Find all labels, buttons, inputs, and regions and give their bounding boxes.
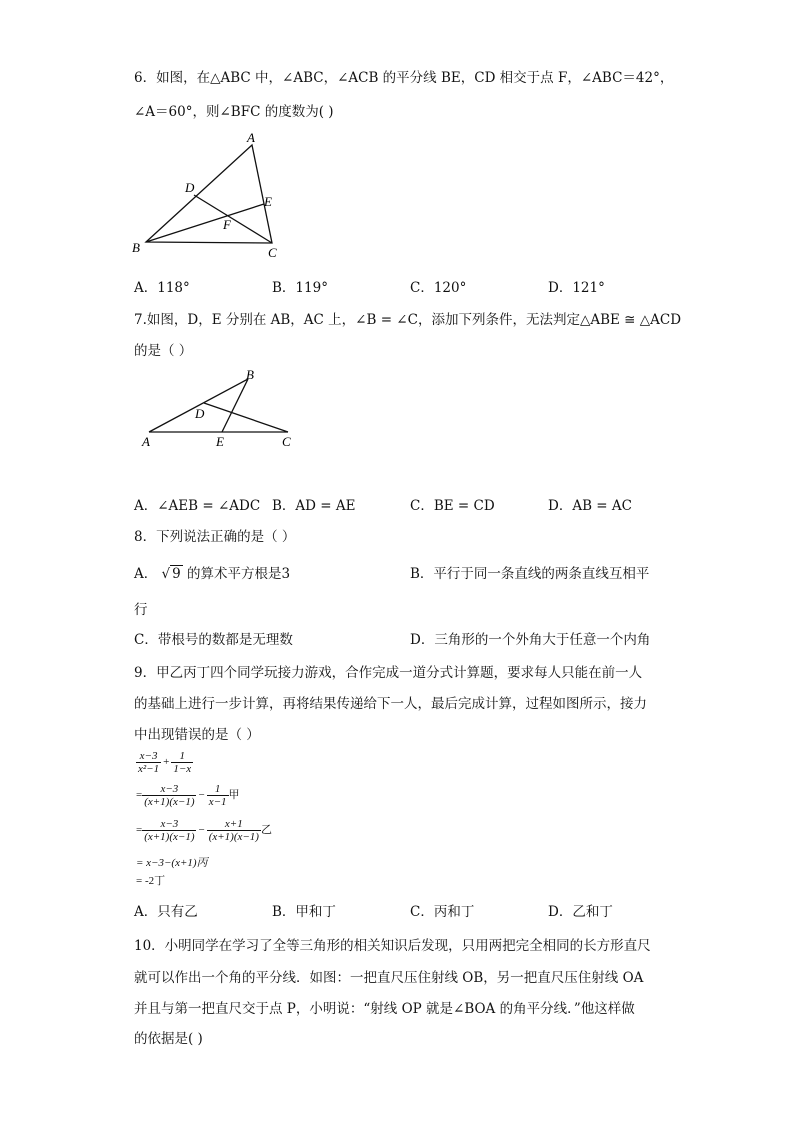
q7-stem-line2: 的是（ ） (134, 343, 193, 359)
q7-option-a[interactable]: A．∠AEB = ∠ADC (134, 498, 261, 514)
q8-option-a[interactable] (134, 562, 290, 582)
q7-label-e: E (216, 434, 224, 449)
q8-option-b[interactable]: B．平行于同一条直线的两条直线互相平 (410, 566, 650, 582)
q9-stem-line2: 的基础上进行一步计算，再将结果传递给下一人，最后完成计算，过程如图所示，接力 (134, 696, 647, 712)
q6-option-b[interactable]: B．119° (272, 280, 328, 296)
q7-triangle-figure (138, 366, 303, 478)
q7-label-b: B (246, 367, 254, 382)
q7-segment-dc (204, 403, 288, 432)
q6-option-c[interactable]: C．120° (410, 280, 467, 296)
q6-stem-line2: ∠A＝60°，则∠BFC 的度数为( ) (134, 104, 334, 120)
q6-option-d[interactable]: D．121° (548, 280, 605, 296)
q8-option-b-wrap: 行 (134, 602, 148, 618)
q9-option-d[interactable]: D．乙和丁 (548, 904, 613, 920)
q9-work-row2-jia: = $\frac{x-3}{(x+1)(x-1)}$ − $\frac{1}{x-1}$ 甲 (136, 783, 240, 808)
q9-work-row5-ding: = -2丁 (136, 875, 166, 887)
q6-bisector-cd (194, 195, 272, 243)
q6-label-b: B (132, 240, 140, 255)
q6-triangle-abc (146, 145, 272, 243)
q7-option-c[interactable]: C．BE = CD (410, 498, 495, 514)
q9-option-a[interactable]: A．只有乙 (134, 904, 198, 920)
q6-triangle-figure (125, 128, 295, 263)
q8-option-c[interactable]: C．带根号的数都是无理数 (134, 632, 293, 648)
q8-option-d[interactable]: D．三角形的一个外角大于任意一个内角 (410, 632, 651, 648)
q10-stem-line3: 并且与第一把直尺交于点 P，小明说：“射线 OP 就是∠BOA 的角平分线．”他这样做 (134, 1001, 635, 1017)
q8-option-a-prefix: A． (134, 566, 158, 582)
q6-stem-line1: 6．如图，在△ABC 中，∠ABC，∠ACB 的平分线 BE，CD 相交于点 F，∠ABC＝42°， (134, 70, 674, 86)
q7-label-d: D (195, 406, 205, 421)
q10-stem-line2: 就可以作出一个角的平分线．如图：一把直尺压住射线 OB，另一把直尺压住射线 OA (134, 970, 644, 986)
q6-label-d: D (185, 180, 195, 195)
q9-option-b[interactable]: B．甲和丁 (272, 904, 336, 920)
sqrt-icon: √ (161, 566, 171, 582)
q7-segment-be (222, 379, 248, 432)
q9-work-row3-yi: = $\frac{x-3}{(x+1)(x-1)}$ − $\frac{x+1}{(x+1)(x-1)}$ 乙 (136, 818, 272, 843)
q7-option-d[interactable]: D．AB = AC (548, 498, 632, 514)
q8-stem: 8．下列说法正确的是（ ） (134, 529, 296, 545)
q9-stem-line3: 中出现错误的是（ ） (134, 727, 260, 743)
q6-label-f: F (223, 217, 231, 232)
q7-stem-line1: 7.如图，D，E 分别在 AB，AC 上，∠B = ∠C，添加下列条件，无法判定△ABE ≅ △ACD (134, 312, 682, 328)
q6-label-e: E (264, 194, 272, 209)
q7-label-a: A (142, 434, 150, 449)
q9-work-row4-bing: = x−3−(x+1)丙 (136, 857, 208, 869)
q6-label-a: A (247, 130, 255, 145)
q9-stem-line1: 9．甲乙丙丁四个同学玩接力游戏，合作完成一道分式计算题，要求每人只能在前一人 (134, 665, 643, 681)
q7-label-c: C (282, 434, 291, 449)
q10-stem-line4: 的依据是( ) (134, 1031, 203, 1047)
q7-option-b[interactable]: B．AD = AE (272, 498, 356, 514)
q10-stem-line1: 10．小明同学在学习了全等三角形的相关知识后发现，只用两把完全相同的长方形直尺 (134, 938, 651, 954)
q8-option-a-radicand: 9 (172, 566, 181, 582)
q8-option-a-text: 的算术平方根是3 (187, 566, 291, 582)
q9-option-c[interactable]: C．丙和丁 (410, 904, 475, 920)
q9-work-row1: $\frac{x-3}{\text{x²−1}}$ + $\frac{1}{1-x}$ (138, 750, 192, 775)
q6-label-c: C (268, 245, 277, 260)
q6-option-a[interactable]: A．118° (134, 280, 190, 296)
q6-bisector-be (146, 204, 264, 242)
